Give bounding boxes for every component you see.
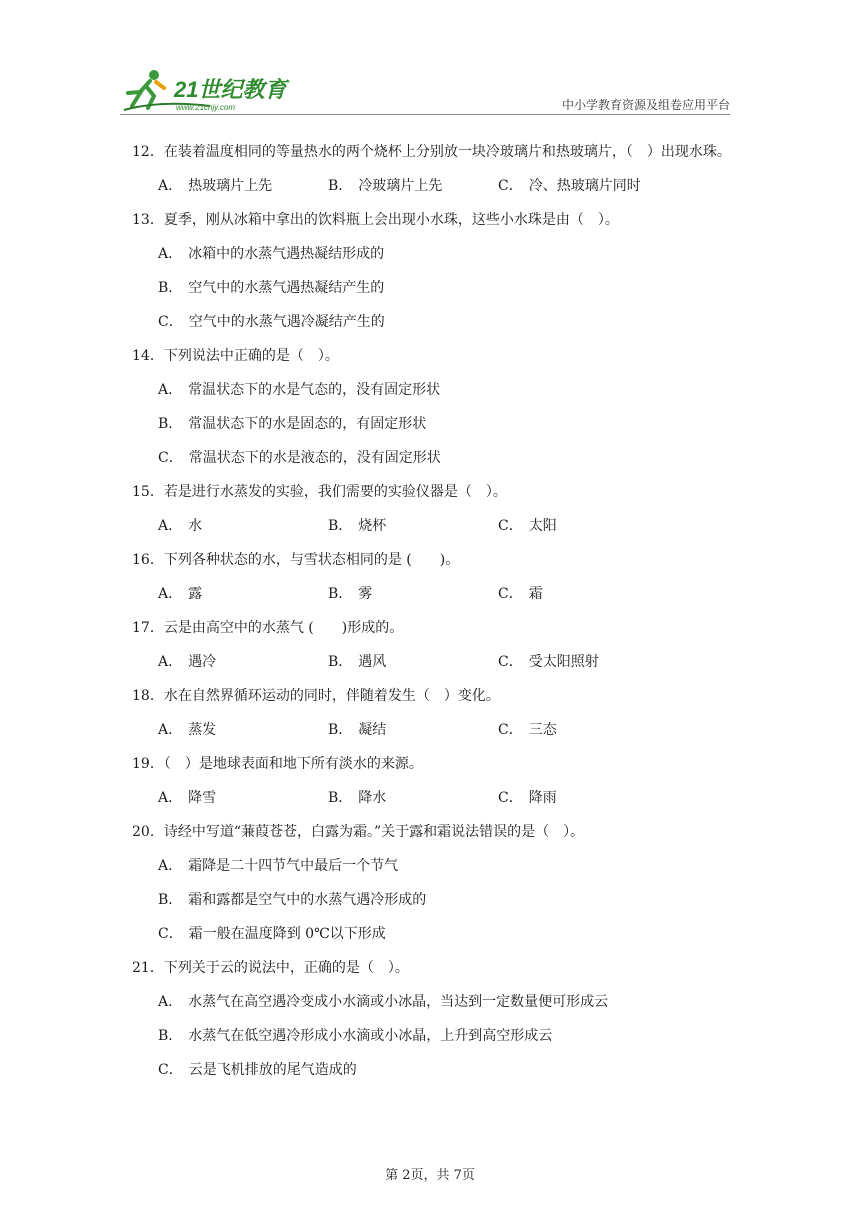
- option-text: 霜: [528, 586, 543, 602]
- option-b: [328, 174, 498, 198]
- option-group: [158, 514, 732, 538]
- option-label: A．: [158, 722, 183, 738]
- option-a: [158, 514, 328, 538]
- option-text: 常温状态下的水是气态的，没有固定形状: [188, 382, 441, 398]
- option-a: [158, 378, 732, 402]
- option-b: [158, 888, 732, 912]
- option-group: [158, 174, 732, 198]
- option-text: 水: [188, 518, 203, 534]
- option-label: B．: [328, 518, 353, 534]
- option-text: 水蒸气在高空遇冷变成小水滴或小冰晶，当达到一定数量便可形成云: [188, 994, 609, 1010]
- option-text: 降水: [358, 790, 387, 806]
- option-text: 空气中的水蒸气遇冷凝结产生的: [188, 314, 385, 330]
- option-c: [498, 786, 668, 810]
- option-label: B．: [158, 892, 183, 908]
- option-label: C．: [498, 178, 523, 194]
- question-21: [132, 956, 732, 980]
- option-c: [498, 582, 668, 606]
- question-number: 18．: [132, 688, 164, 704]
- option-a: [158, 854, 732, 878]
- option-label: A．: [158, 246, 183, 262]
- option-label: B．: [158, 416, 183, 432]
- option-group: [158, 854, 732, 946]
- option-text: 常温状态下的水是液态的，没有固定形状: [188, 450, 441, 466]
- option-b: [328, 582, 498, 606]
- option-text: 水蒸气在低空遇冷形成小水滴或小冰晶，上升到高空形成云: [188, 1028, 553, 1044]
- option-a: [158, 990, 732, 1014]
- option-text: 霜和露都是空气中的水蒸气遇冷形成的: [188, 892, 427, 908]
- option-label: A．: [158, 994, 183, 1010]
- platform-name: 中小学教育资源及组卷应用平台: [561, 98, 730, 112]
- question-15: [132, 480, 732, 504]
- option-text: 蒸发: [188, 722, 217, 738]
- option-a: [158, 718, 328, 742]
- option-c: [158, 446, 732, 470]
- option-label: C．: [498, 790, 523, 806]
- option-a: [158, 174, 328, 198]
- header-divider: [120, 114, 730, 115]
- option-label: A．: [158, 654, 183, 670]
- option-b: [158, 276, 732, 300]
- question-text: （ ）是地球表面和地下所有淡水的来源。: [163, 756, 423, 772]
- option-group: [158, 582, 732, 606]
- question-17: [132, 616, 732, 640]
- question-number: 16．: [132, 552, 164, 568]
- option-text: 冷、热玻璃片同时: [528, 178, 641, 194]
- question-13: [132, 208, 732, 232]
- option-text: 常温状态下的水是固态的，有固定形状: [188, 416, 427, 432]
- option-label: A．: [158, 518, 183, 534]
- question-text: 在装着温度相同的等量热水的两个烧杯上分别放一块冷玻璃片和热玻璃片，（ ）出现水珠。: [163, 144, 731, 160]
- option-group: [158, 650, 732, 674]
- question-14: [132, 344, 732, 368]
- option-text: 霜降是二十四节气中最后一个节气: [188, 858, 399, 874]
- question-number: 19．: [132, 756, 164, 772]
- question-19: [132, 752, 732, 776]
- option-b: [158, 412, 732, 436]
- option-label: C．: [498, 722, 523, 738]
- option-c: [158, 1058, 732, 1082]
- option-label: B．: [328, 654, 353, 670]
- option-label: A．: [158, 790, 183, 806]
- logo-url: www.21cnjy.com: [176, 103, 235, 112]
- question-text: 下列关于云的说法中，正确的是（ ）。: [163, 960, 409, 976]
- option-b: [328, 514, 498, 538]
- option-a: [158, 786, 328, 810]
- option-text: 露: [188, 586, 203, 602]
- question-number: 15．: [132, 484, 164, 500]
- option-group: [158, 786, 732, 810]
- option-c: [158, 310, 732, 334]
- question-text: 若是进行水蒸发的实验，我们需要的实验仪器是（ ）。: [163, 484, 507, 500]
- option-text: 雾: [358, 586, 373, 602]
- question-12: [132, 140, 732, 164]
- option-text: 凝结: [358, 722, 387, 738]
- option-text: 热玻璃片上先: [188, 178, 273, 194]
- question-text: 云是由高空中的水蒸气 ( )形成的。: [163, 620, 404, 636]
- option-text: 霜一般在温度降到 0℃以下形成: [188, 926, 386, 942]
- option-label: C．: [158, 1062, 183, 1078]
- option-text: 三态: [528, 722, 557, 738]
- option-c: [498, 514, 668, 538]
- option-text: 云是飞机排放的尾气造成的: [188, 1062, 357, 1078]
- logo: [120, 66, 300, 114]
- option-text: 冰箱中的水蒸气遇热凝结形成的: [188, 246, 385, 262]
- option-label: C．: [158, 450, 183, 466]
- question-number: 14．: [132, 348, 164, 364]
- option-label: C．: [158, 926, 183, 942]
- option-label: A．: [158, 382, 183, 398]
- option-text: 冷玻璃片上先: [358, 178, 443, 194]
- option-text: 遇冷: [188, 654, 217, 670]
- option-b: [328, 650, 498, 674]
- question-number: 20．: [132, 824, 164, 840]
- option-b: [328, 786, 498, 810]
- question-text: 下列各种状态的水，与雪状态相同的是 ( )。: [163, 552, 460, 568]
- option-c: [498, 718, 668, 742]
- option-label: C．: [498, 586, 523, 602]
- question-text: 诗经中写道“蒹葭苍苍，白露为霜。”关于露和霜说法错误的是（ ）。: [163, 824, 585, 840]
- question-number: 21．: [132, 960, 164, 976]
- option-text: 降雨: [528, 790, 557, 806]
- option-b: [158, 1024, 732, 1048]
- question-text: 水在自然界循环运动的同时，伴随着发生（ ）变化。: [163, 688, 500, 704]
- question-list: [132, 140, 732, 1092]
- option-text: 烧杯: [358, 518, 387, 534]
- option-group: [158, 990, 732, 1082]
- option-label: A．: [158, 178, 183, 194]
- question-20: [132, 820, 732, 844]
- option-label: C．: [498, 654, 523, 670]
- option-text: 空气中的水蒸气遇热凝结产生的: [188, 280, 385, 296]
- option-label: B．: [158, 1028, 183, 1044]
- option-group: [158, 378, 732, 470]
- question-16: [132, 548, 732, 572]
- option-b: [328, 718, 498, 742]
- option-text: 遇风: [358, 654, 387, 670]
- option-label: A．: [158, 586, 183, 602]
- option-a: [158, 650, 328, 674]
- option-label: A．: [158, 858, 183, 874]
- question-number: 17．: [132, 620, 164, 636]
- option-group: [158, 718, 732, 742]
- page-number: 第 2页，共 7页: [385, 1168, 475, 1183]
- question-number: 13．: [132, 212, 164, 228]
- option-c: [158, 922, 732, 946]
- logo-text: 21世纪教育: [174, 77, 287, 102]
- option-label: C．: [498, 518, 523, 534]
- option-label: B．: [328, 586, 353, 602]
- option-c: [498, 174, 668, 198]
- option-label: C．: [158, 314, 183, 330]
- option-c: [498, 650, 668, 674]
- question-18: [132, 684, 732, 708]
- option-label: B．: [328, 790, 353, 806]
- option-text: 降雪: [188, 790, 217, 806]
- option-label: B．: [328, 722, 353, 738]
- option-text: 受太阳照射: [528, 654, 599, 670]
- option-group: [158, 242, 732, 334]
- option-a: [158, 242, 732, 266]
- option-text: 太阳: [528, 518, 557, 534]
- option-label: B．: [158, 280, 183, 296]
- page-header: [120, 66, 730, 114]
- question-number: 12．: [132, 144, 164, 160]
- option-a: [158, 582, 328, 606]
- question-text: 夏季，刚从冰箱中拿出的饮料瓶上会出现小水珠，这些小水珠是由（ ）。: [163, 212, 619, 228]
- option-label: B．: [328, 178, 353, 194]
- question-text: 下列说法中正确的是（ ）。: [163, 348, 339, 364]
